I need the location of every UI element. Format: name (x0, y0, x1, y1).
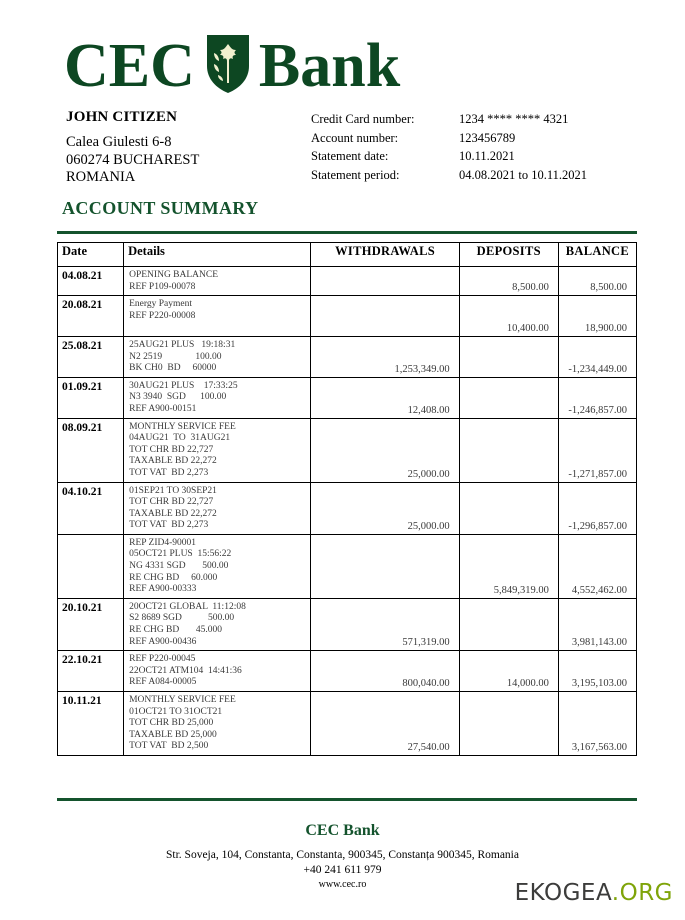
detail-line: RE CHG BD 45.000 (129, 625, 223, 636)
cell-withdrawals: 800,040.00 (311, 651, 459, 692)
cell-deposits (459, 336, 558, 377)
credit-card-number-label: Credit Card number: (311, 112, 415, 126)
table-row (58, 377, 637, 418)
detail-line: S2 8689 SGD 500.00 (129, 613, 235, 624)
column-header-date: Date (58, 243, 124, 267)
detail-line: N2 2519 100.00 (129, 351, 222, 362)
cell-deposits: 10,400.00 (459, 296, 558, 337)
detail-line: 30AUG21 PLUS 17:33:25 (129, 380, 238, 391)
table-row (58, 598, 637, 650)
cell-date: 22.10.21 (58, 651, 124, 692)
table-row (58, 267, 637, 296)
cell-details (124, 692, 311, 756)
table-row (58, 296, 637, 337)
cell-details (124, 598, 311, 650)
table-row (58, 418, 637, 482)
cell-details (124, 296, 311, 337)
detail-line: REF P220-00045 (129, 654, 196, 665)
detail-line: 01SEP21 TO 30SEP21 (129, 485, 217, 496)
cell-balance: 4,552,462.00 (558, 534, 636, 598)
column-header-deposits: DEPOSITS (459, 243, 558, 267)
cell-details (124, 651, 311, 692)
cell-deposits (459, 598, 558, 650)
cell-balance: 3,167,563.00 (558, 692, 636, 756)
detail-line: Energy Payment (129, 299, 192, 310)
table-row (58, 482, 637, 534)
logo-text-cec: CEC (64, 32, 195, 100)
customer-block (66, 108, 296, 187)
cell-date: 20.08.21 (58, 296, 124, 337)
detail-line: MONTHLY SERVICE FEE (129, 421, 236, 432)
cell-details (124, 267, 311, 296)
ekogea-watermark (515, 880, 673, 906)
cell-balance: -1,234,449.00 (558, 336, 636, 377)
table-row (58, 651, 637, 692)
detail-line: NG 4331 SGD 500.00 (129, 561, 229, 572)
cell-balance: 3,195,103.00 (558, 651, 636, 692)
cell-withdrawals (311, 267, 459, 296)
cell-withdrawals: 12,408.00 (311, 377, 459, 418)
account-detail-row (311, 129, 641, 148)
cell-details (124, 534, 311, 598)
footer-bank-name: CEC Bank (305, 822, 380, 839)
detail-line: REP ZID4-90001 (129, 537, 197, 548)
detail-line: REF P220-00008 (129, 310, 196, 321)
detail-line: REF A900-00151 (129, 403, 197, 414)
detail-line: 20OCT21 GLOBAL 11:12:08 (129, 601, 246, 612)
detail-line: REF P109-00078 (129, 281, 196, 292)
cell-deposits (459, 377, 558, 418)
logo-text-bank: Bank (258, 32, 401, 100)
customer-name: JOHN CITIZEN (66, 109, 178, 125)
cell-date: 25.08.21 (58, 336, 124, 377)
section-divider-bottom (57, 798, 637, 801)
cell-balance: -1,296,857.00 (558, 482, 636, 534)
cell-date: 01.09.21 (58, 377, 124, 418)
column-header-withdrawals: WITHDRAWALS (311, 243, 459, 267)
detail-line: RE CHG BD 60.000 (129, 572, 218, 583)
watermark-name: EKOGEA (514, 880, 612, 906)
detail-line: TOT VAT BD 2,500 (129, 741, 209, 752)
cell-date: 08.09.21 (58, 418, 124, 482)
table-header-row (58, 243, 637, 267)
cell-deposits: 5,849,319.00 (459, 534, 558, 598)
cell-balance: -1,246,857.00 (558, 377, 636, 418)
detail-line: MONTHLY SERVICE FEE (129, 695, 236, 705)
cell-date: 04.08.21 (58, 267, 124, 296)
detail-line: TAXABLE BD 22,272 (129, 456, 217, 467)
statement-period-value: 04.08.2021 to 10.11.2021 (459, 167, 588, 182)
cell-withdrawals (311, 296, 459, 337)
cell-withdrawals: 571,319.00 (311, 598, 459, 650)
cell-deposits (459, 418, 558, 482)
cell-details (124, 482, 311, 534)
detail-line: 05OCT21 PLUS 15:56:22 (129, 549, 232, 560)
detail-line: TOT CHR BD 22,727 (129, 444, 214, 455)
statement-date-label: Statement date: (311, 149, 389, 163)
footer-website: www.cec.ro (318, 879, 367, 890)
table-row (58, 336, 637, 377)
credit-card-number-value: 1234 **** **** 4321 (459, 112, 569, 126)
detail-line: 01OCT21 TO 31OCT21 (129, 706, 223, 717)
cell-deposits: 14,000.00 (459, 651, 558, 692)
cell-deposits (459, 692, 558, 756)
detail-line: REF A084-00005 (129, 677, 197, 688)
cell-date: 20.10.21 (58, 598, 124, 650)
detail-line: BK CH0 BD 60000 (129, 363, 217, 374)
cell-withdrawals: 25,000.00 (311, 482, 459, 534)
detail-line (129, 322, 308, 334)
statement-date-value: 10.11.2021 (459, 149, 515, 163)
cell-date (58, 534, 124, 598)
bank-logo (64, 28, 400, 104)
cell-deposits (459, 482, 558, 534)
detail-line: TOT CHR BD 25,000 (129, 718, 214, 729)
cell-date: 10.11.21 (58, 692, 124, 756)
customer-address-line-1: Calea Giulesti 6-8 (66, 134, 172, 150)
oak-leaf-shield-icon (205, 33, 251, 100)
account-summary-table (57, 242, 637, 756)
detail-line: 04AUG21 TO 31AUG21 (129, 433, 231, 444)
detail-line: REF A900-00333 (129, 584, 197, 595)
account-summary-title: ACCOUNT SUMMARY (62, 198, 259, 218)
cell-withdrawals (311, 534, 459, 598)
detail-line: TAXABLE BD 22,272 (129, 508, 217, 519)
detail-line: N3 3940 SGD 100.00 (129, 392, 227, 403)
cell-details (124, 336, 311, 377)
cell-balance: 18,900.00 (558, 296, 636, 337)
cell-details (124, 377, 311, 418)
customer-address-line-2: 060274 BUCHAREST (66, 151, 200, 168)
account-details-block (311, 110, 641, 184)
cell-deposits: 8,500.00 (459, 267, 558, 296)
account-number-value: 123456789 (459, 130, 516, 145)
cell-withdrawals: 25,000.00 (311, 418, 459, 482)
footer-address: Str. Soveja, 104, Constanta, Constanta, 900345, Constanța 900345, Romania (166, 849, 519, 861)
detail-line: 22OCT21 ATM104 14:41:36 (129, 665, 242, 676)
detail-line: 25AUG21 PLUS 19:18:31 (129, 339, 236, 350)
statement-period-label: Statement period: (311, 167, 400, 182)
account-detail-row (311, 110, 641, 129)
table-body (58, 267, 637, 756)
footer-phone: +40 241 611 979 (303, 863, 382, 876)
cell-balance: 8,500.00 (558, 267, 636, 296)
detail-line: TOT CHR BD 22,727 (129, 497, 214, 508)
section-divider-top (57, 231, 637, 234)
detail-line: TOT VAT BD 2,273 (129, 520, 209, 531)
account-detail-row (311, 166, 641, 185)
column-header-details: Details (124, 243, 311, 267)
detail-line: TAXABLE BD 25,000 (129, 729, 217, 740)
cell-balance: 3,981,143.00 (558, 598, 636, 650)
watermark-tld: .ORG (611, 880, 673, 906)
cell-withdrawals: 1,253,349.00 (311, 336, 459, 377)
detail-line: OPENING BALANCE (129, 270, 219, 280)
table-row (58, 534, 637, 598)
cell-details (124, 418, 311, 482)
account-detail-row (311, 147, 641, 166)
customer-address-line-3: ROMANIA (66, 169, 136, 185)
detail-line: TOT VAT BD 2,273 (129, 467, 209, 478)
column-header-balance: BALANCE (558, 243, 636, 267)
table-row (58, 692, 637, 756)
detail-line: REF A900-00436 (129, 636, 197, 647)
cell-balance: -1,271,857.00 (558, 418, 636, 482)
cell-withdrawals: 27,540.00 (311, 692, 459, 756)
cell-date: 04.10.21 (58, 482, 124, 534)
account-number-label: Account number: (311, 130, 399, 145)
